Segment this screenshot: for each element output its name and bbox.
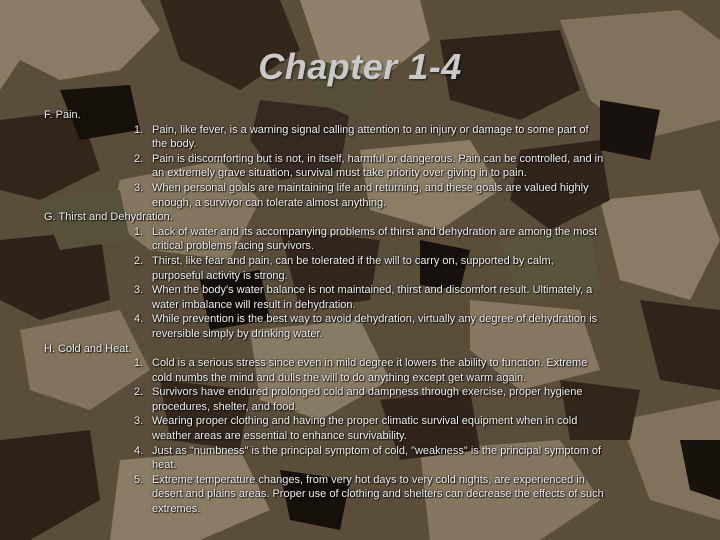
list-item [44,254,604,283]
list-item [44,283,604,312]
item-text: Just as "numbness" is the principal symptom of cold, "weakness" is the principal symptom of heat. [152,444,602,472]
item-number: 3. [134,181,144,194]
item-text: When personal goals are maintaining life and returning, and these goals are valued highly enough, a survivor can tolerate almost anything. [152,181,589,209]
item-text: Thirst, like fear and pain, can be tolerated if the will to carry on, supported by calm, purposeful activity is strong. [152,254,554,282]
list-item [44,444,604,473]
list-item [44,414,604,443]
list-item [44,152,604,181]
item-text: While prevention is the best way to avoid dehydration, virtually any degree of dehydration is reversible simply by drinking water. [152,313,598,340]
item-text: Wearing proper clothing and having the proper climatic survival equipment when in cold weather areas are essential to enhance survivability. [152,415,578,443]
item-number: 1. [134,123,144,136]
list-item [44,356,604,385]
list-item [44,181,604,210]
item-text: Cold is a serious stress since even in mild degree it lowers the ability to function. Extreme cold numbs the mind and dulls the will to do anything except get warm again. [152,357,588,384]
section-cold-heat [44,342,604,517]
list-item [44,312,604,341]
item-number: 2. [134,386,144,399]
slide-body [44,108,604,517]
list-item [44,123,604,152]
item-text: Lack of water and its accompanying problems of thirst and dehydration are among the most critical problems facing survivors. [152,225,598,253]
section-pain [44,108,604,210]
section-heading: H. Cold and Heat. [44,342,132,355]
item-number: 3. [134,284,144,297]
section-thirst-dehydration [44,210,604,341]
item-number: 1. [134,357,144,370]
item-number: 2. [134,152,144,165]
item-number: 1. [134,225,144,238]
item-number: 5. [134,473,144,486]
section-heading: F. Pain. [44,109,81,121]
item-text: Pain is discomforting but is not, in itself, harmful or dangerous. Pain can be controlled, and in an extremely grave situation, survival must take priority over giving in to pain. [152,152,604,180]
list-item [44,225,604,254]
item-text: Pain, like fever, is a warning signal calling attention to an injury or damage to some part of the body. [152,123,589,151]
slide-title: Chapter 1-4 [258,46,462,87]
item-number: 3. [134,415,144,428]
item-text: Survivors have endured prolonged cold and dampness through exercise, proper hygiene procedures, shelter, and food. [152,386,583,413]
list-item [44,385,604,414]
item-number: 4. [134,313,144,326]
item-number: 2. [134,254,144,267]
section-heading: G. Thirst and Dehydration. [44,211,173,224]
item-text: Extreme temperature changes, from very hot days to very cold nights, are experienced in desert and plains areas. Proper use of clothing and shelters can decrease the effects of such extremes. [152,473,604,516]
item-text: When the body's water balance is not maintained, thirst and discomfort result. Ultimately, a water imbalance will result in dehydration. [152,284,593,311]
list-item [44,473,604,517]
item-number: 4. [134,444,144,457]
